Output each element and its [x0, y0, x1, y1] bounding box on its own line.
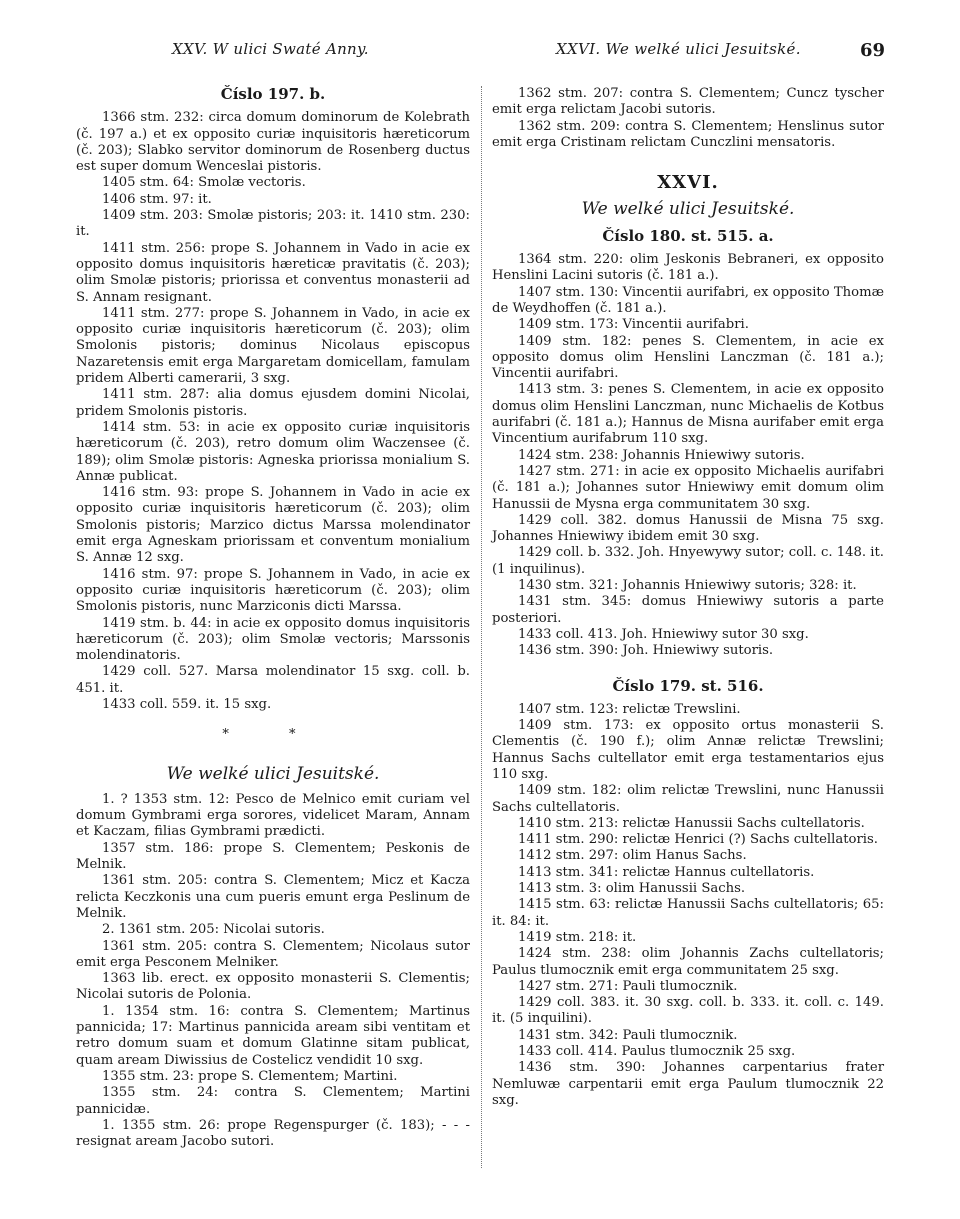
- running-head-left: XXV. W ulici Swaté Anny.: [172, 40, 369, 58]
- entry: 1405 stm. 64: Smolæ vectoris.: [102, 175, 306, 191]
- entry: 1414 stm. 53: in acie ex opposito curiæ inquisitoris hæreticorum (č. 203), retro domum olim Waczensee (č. 189); olim Smolæ pistoris: Agneska priorissa monialium S. Annæ publicat.: [76, 419, 470, 484]
- right-column: [492, 86, 884, 1109]
- entry: 1429 coll. b. 332. Joh. Hnyewywy sutor; coll. c. 148. it. (1 inquilinus).: [492, 545, 884, 577]
- entry: 1410 stm. 213: relictæ Hanussii Sachs cultellatoris.: [518, 815, 865, 831]
- entry: 1429 coll. 383. it. 30 sxg. coll. b. 333. it. coll. c. 149. it. (5 inquilini).: [492, 995, 884, 1027]
- entry: 1415 stm. 63: relictæ Hanussii Sachs cultellatoris; 65: it. 84: it.: [492, 897, 884, 929]
- entry: 1357 stm. 186: prope S. Clementem; Peskonis de Melnik.: [76, 840, 470, 873]
- entry: 1409 stm. 173: ex opposito ortus monasterii S. Clementis (č. 190 f.); olim Annæ relictæ Trewslini; Hannus Sachs cultellator emit erga testamentarios ejus 110 sxg.: [492, 718, 884, 782]
- entry: 1. 1355 stm. 26: prope Regenspurger (č. 183); - - - resignat aream Jacobo sutori.: [76, 1117, 470, 1150]
- entry: 1419 stm. 218: it.: [518, 929, 637, 945]
- entry: 1361 stm. 205: contra S. Clementem; Micz et Kacza relicta Keczkonis una cum pueris emunt erga Peslinum de Melnik.: [76, 873, 470, 921]
- entry: 1427 stm. 271: Pauli tlumocznik.: [518, 978, 738, 994]
- entry: 1433 coll. 559. it. 15 sxg.: [102, 696, 272, 712]
- entry: 1427 stm. 271: in acie ex opposito Michaelis aurifabri (č. 181 a.); Johannes sutor Hniewiwy emit domum olim Hanussii de Mysna erga communitatem 30 sxg.: [492, 463, 884, 512]
- entry-list: [492, 702, 884, 1109]
- entry: 1364 stm. 220: olim Jeskonis Bebraneri, ex opposito Henslini Lacini sutoris (č. 181 a.).: [492, 252, 884, 284]
- entry: 1362 stm. 207: contra S. Clementem; Cuncz tyscher emit erga relictam Jacobi sutoris.: [492, 86, 884, 118]
- entry: 1. ? 1353 stm. 12: Pesco de Melnico emit curiam vel domum Gymbrami erga sorores, videlicet Maram, Annam et Kaczam, filias Gymbrami prædicti.: [76, 791, 470, 840]
- chapter-title: We welké ulici Jesuitské.: [581, 199, 795, 220]
- entry: 1424 stm. 238: Johannis Hniewiwy sutoris.: [518, 447, 805, 463]
- section-separator: * *: [222, 727, 324, 743]
- entry: 1429 coll. 382. domus Hanussii de Misna 75 sxg. Johannes Hniewiwy ibidem emit 30 sxg.: [492, 512, 884, 545]
- entry: 1407 stm. 130: Vincentii aurifabri, ex opposito Thomæ de Weydhoffen (č. 181 a.).: [492, 284, 884, 316]
- entry: 1409 stm. 182: penes S. Clementem, in acie ex opposito domus olim Henslini Lanczman (č. 181 a.); Vincentii aurifabri.: [492, 333, 884, 382]
- entry: 1411 stm. 256: prope S. Johannem in Vado in acie ex opposito domus inquisitoris hæreticæ pravitatis (č. 203); olim Smolæ pistoris; priorissa et conventus monasterii ad S. Annam resignant.: [76, 240, 470, 305]
- entry: 2. 1361 stm. 205: Nicolai sutoris.: [102, 922, 325, 938]
- column-divider: [481, 86, 482, 1168]
- entry-list: [492, 252, 884, 659]
- entry: 1433 coll. 414. Paulus tlumocznik 25 sxg.: [518, 1044, 796, 1060]
- entry: 1366 stm. 232: circa domum dominorum de Kolebrath (č. 197 a.) et ex opposito curiæ inquisitoris hæreticorum (č. 203); Slabko servitor dominorum de Rosenberg ductus est super domum Wenceslai pistoris.: [76, 110, 470, 175]
- entry-list: [76, 110, 470, 713]
- entry: 1. 1354 stm. 16: contra S. Clementem; Martinus pannicida; 17: Martinus pannicida aream sibi ventitam et retro domum suam et domum Glatinne sitam publicat, quam aream Diwissius de Costelicz vendidit 10 sxg.: [76, 1003, 470, 1068]
- entry: 1436 stm. 390: Joh. Hniewiwy sutoris.: [518, 643, 774, 659]
- entry: 1424 stm. 238: olim Johannis Zachs cultellatoris; Paulus tlumocznik emit erga communitatem 25 sxg.: [492, 946, 884, 978]
- entry: 1406 stm. 97: it.: [102, 191, 212, 207]
- entry: 1433 coll. 413. Joh. Hniewiwy sutor 30 sxg.: [518, 626, 809, 642]
- left-column: [76, 86, 470, 1150]
- entry: 1430 stm. 321: Johannis Hniewiwy sutoris; 328: it.: [518, 578, 857, 594]
- section-heading: Číslo 179. st. 516.: [612, 676, 764, 695]
- entry: 1413 stm. 3: olim Hanussii Sachs.: [518, 881, 746, 897]
- entry: 1411 stm. 287: alia domus ejusdem domini Nicolai, pridem Smolonis pistoris.: [76, 387, 470, 419]
- entry: 1413 stm. 341: relictæ Hannus cultellatoris.: [518, 864, 815, 880]
- entry: 1355 stm. 23: prope S. Clementem; Martini.: [102, 1068, 398, 1084]
- entry: 1416 stm. 93: prope S. Johannem in Vado in acie ex opposito curiæ inquisitoris hæreticorum (č. 203); olim Smolonis pistoris; Marzico dictus Marssa molendinator emit erga Agneskam priorissam et conventum monialium S. Annæ 12 sxg.: [76, 485, 470, 566]
- entry: 1416 stm. 97: prope S. Johannem in Vado, in acie ex opposito curiæ inquisitoris hæreticorum (č. 203); olim Smolonis pistoris, nunc Marziconis dicti Marssa.: [76, 566, 470, 615]
- street-heading: We welké ulici Jesuitské.: [166, 763, 380, 784]
- entry: 1411 stm. 277: prope S. Johannem in Vado, in acie ex opposito curiæ inquisitoris hæreticorum (č. 203); olim Smolonis pistoris; dominus Nicolaus episcopus Nazaretensis emit erga Margaretam domicellam, famulam pridem Alberti camerarii, 3 sxg.: [76, 305, 470, 387]
- entry: 1361 stm. 205: contra S. Clementem; Nicolaus sutor emit erga Pesconem Melniker.: [76, 938, 470, 970]
- entry: 1412 stm. 297: olim Hanus Sachs.: [518, 848, 747, 864]
- entry-list: [492, 86, 884, 151]
- page-number: 69: [860, 40, 886, 61]
- entry: 1431 stm. 345: domus Hniewiwy sutoris a parte posteriori.: [492, 594, 884, 626]
- entry-list: [76, 792, 470, 1151]
- entry: 1411 stm. 290: relictæ Henrici (?) Sachs cultellatoris.: [518, 832, 878, 848]
- chapter-number: XXVI.: [657, 172, 719, 194]
- entry: 1409 stm. 203: Smolæ pistoris; 203: it. 1410 stm. 230: it.: [76, 208, 470, 240]
- entry: 1431 stm. 342: Pauli tlumocznik.: [518, 1027, 738, 1043]
- running-head-right: XXVI. We welké ulici Jesuitské.: [556, 40, 801, 58]
- entry: 1409 stm. 182: olim relictæ Trewslini, nunc Hanussii Sachs cultellatoris.: [492, 783, 884, 815]
- entry: 1436 stm. 390: Johannes carpentarius frater Nemluwæ carpentarii emit erga Paulum tlumocznik 22 sxg.: [492, 1060, 884, 1108]
- entry: 1413 stm. 3: penes S. Clementem, in acie ex opposito domus olim Henslini Lanczman, nunc Michaelis de Kotbus aurifabri (č. 181 a.); Hannus de Misna aurifaber emit erga Vincentium aurifabrum 110 sxg.: [492, 382, 884, 447]
- entry: 1419 stm. b. 44: in acie ex opposito domus inquisitoris hæreticorum (č. 203); olim Smolæ vectoris; Marssonis molendinatoris.: [76, 615, 470, 664]
- entry: 1407 stm. 123: relictæ Trewslini.: [518, 701, 741, 717]
- entry: 1429 coll. 527. Marsa molendinator 15 sxg. coll. b. 451. it.: [76, 664, 470, 696]
- entry: 1363 lib. erect. ex opposito monasterii S. Clementis; Nicolai sutoris de Polonia.: [76, 971, 470, 1003]
- entry: 1355 stm. 24: contra S. Clementem; Martini pannicidæ.: [76, 1085, 470, 1117]
- entry: 1409 stm. 173: Vincentii aurifabri.: [518, 317, 749, 333]
- section-heading: Číslo 180. st. 515. a.: [602, 226, 774, 245]
- section-heading: Číslo 197. b.: [220, 85, 326, 103]
- entry: 1362 stm. 209: contra S. Clementem; Henslinus sutor emit erga Cristinam relictam Cunczlini mensatoris.: [492, 118, 884, 150]
